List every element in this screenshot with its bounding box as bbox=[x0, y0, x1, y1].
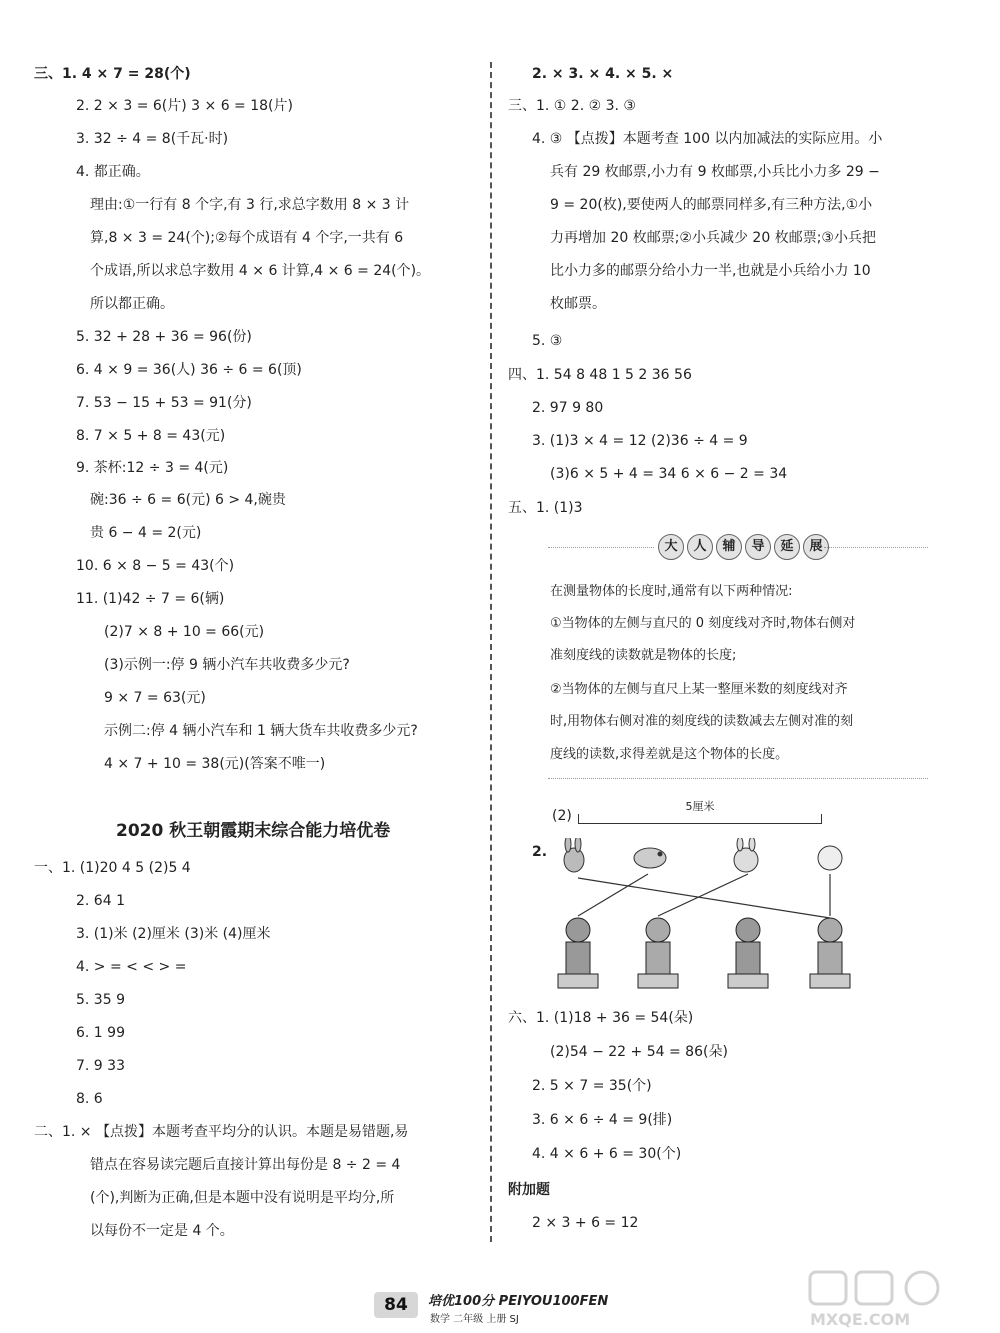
tip-line: 准刻度线的读数就是物体的长度; bbox=[550, 648, 737, 663]
book-info: 数学 二年级 上册 SJ bbox=[430, 1314, 519, 1325]
bar-tick bbox=[821, 814, 822, 824]
watermark-text: MXQE.COM bbox=[810, 1310, 911, 1329]
answer-line: 2. 2 × 3 = 6(片) 3 × 6 = 18(片) bbox=[76, 98, 293, 114]
answer-line: (2)7 × 8 + 10 = 66(元) bbox=[104, 624, 265, 640]
tip-line: ①当物体的左侧与直尺的 0 刻度线对齐时,物体右侧对 bbox=[550, 616, 856, 631]
answer-line: 枚邮票。 bbox=[550, 296, 606, 312]
tip-line: 在测量物体的长度时,通常有以下两种情况: bbox=[550, 584, 793, 599]
answer-line: 3. (1)3 × 4 = 12 (2)36 ÷ 4 = 9 bbox=[532, 433, 748, 449]
column-divider bbox=[490, 62, 492, 1242]
answer-line: 9 = 20(枚),要使两人的邮票同样多,有三种方法,①小 bbox=[550, 197, 873, 213]
banner-char: 延 bbox=[774, 534, 800, 560]
answer-line: 2. 97 9 80 bbox=[532, 400, 604, 416]
section-rule bbox=[548, 778, 928, 779]
answer-line: 2. bbox=[532, 844, 548, 860]
balloon-icon bbox=[818, 846, 842, 870]
answer-line: 碗:36 ÷ 6 = 6(元) 6 > 4,碗贵 bbox=[90, 492, 286, 508]
answer-line: 错点在容易读完题后直接计算出每份是 8 ÷ 2 = 4 bbox=[90, 1157, 401, 1173]
bar-line bbox=[578, 823, 822, 824]
watermark bbox=[800, 1268, 980, 1328]
answer-line: 3. 32 ÷ 4 = 8(千瓦·时) bbox=[76, 131, 229, 147]
banner-char: 大 bbox=[658, 534, 684, 560]
answer-line: 理由:①一行有 8 个字,有 3 行,求总字数用 8 × 3 计 bbox=[90, 197, 410, 213]
answer-line: 9. 茶杯:12 ÷ 3 = 4(元) bbox=[76, 460, 229, 476]
answer-line: 五、1. (1)3 bbox=[508, 500, 583, 516]
answer-line: 2. 64 1 bbox=[76, 893, 125, 909]
answer-line: 所以都正确。 bbox=[90, 296, 174, 312]
answer-line: 示例二:停 4 辆小汽车和 1 辆大货车共收费多少元? bbox=[104, 723, 418, 739]
answer-line: 7. 9 33 bbox=[76, 1058, 125, 1074]
answer-line: 个成语,所以求总字数用 4 × 6 计算,4 × 6 = 24(个)。 bbox=[90, 263, 431, 279]
brand-name: 培优100分 PEIYOU100FEN bbox=[428, 1294, 609, 1309]
banner-char: 辅 bbox=[716, 534, 742, 560]
answer-line: 5. 35 9 bbox=[76, 992, 125, 1008]
bunny-face-icon bbox=[734, 838, 758, 872]
answer-line: 10. 6 × 8 − 5 = 43(个) bbox=[76, 558, 235, 574]
answer-line: 2. × 3. × 4. × 5. × bbox=[532, 66, 674, 82]
answer-line: 算,8 × 3 = 24(个);②每个成语有 4 个字,一共有 6 bbox=[90, 230, 404, 246]
bar-tick bbox=[578, 814, 579, 824]
answer-line: 8. 7 × 5 + 8 = 43(元) bbox=[76, 428, 226, 444]
banner-char: 展 bbox=[803, 534, 829, 560]
answer-line: 3. (1)米 (2)厘米 (3)米 (4)厘米 bbox=[76, 926, 271, 942]
bird-icon bbox=[634, 848, 666, 868]
answer-line: 一、1. (1)20 4 5 (2)5 4 bbox=[34, 860, 191, 876]
answer-line: 以每份不一定是 4 个。 bbox=[90, 1223, 234, 1239]
answer-line: 5. 32 + 28 + 36 = 96(份) bbox=[76, 329, 252, 345]
answer-line: 5. ③ bbox=[532, 333, 563, 349]
banner-char: 人 bbox=[687, 534, 713, 560]
matching-figure bbox=[548, 838, 928, 996]
tip-line: 时,用物体右侧对准的刻度线的读数减去左侧对准的刻 bbox=[550, 714, 854, 729]
answer-line: 4. ③ 【点拨】本题考查 100 以内加减法的实际应用。小 bbox=[532, 131, 883, 147]
answer-line: 力再增加 20 枚邮票;②小兵减少 20 枚邮票;③小兵把 bbox=[550, 230, 876, 246]
answer-line: 7. 53 − 15 + 53 = 91(分) bbox=[76, 395, 252, 411]
guide-banner bbox=[658, 534, 829, 560]
watermark-logo-icon bbox=[800, 1268, 960, 1308]
child-figure-icon bbox=[728, 918, 768, 988]
answer-line: (个),判断为正确,但是本题中没有说明是平均分,所 bbox=[90, 1190, 395, 1206]
answer-line: 6. 1 99 bbox=[76, 1025, 125, 1041]
answer-line: 4. > = < < > = bbox=[76, 959, 187, 975]
page-number: 84 bbox=[374, 1292, 418, 1318]
answer-line: 四、1. 54 8 48 1 5 2 36 56 bbox=[508, 367, 692, 383]
answer-line: 11. (1)42 ÷ 7 = 6(辆) bbox=[76, 591, 225, 607]
answer-line: (3)6 × 5 + 4 = 34 6 × 6 − 2 = 34 bbox=[550, 466, 788, 482]
answer-line: 三、1. ① 2. ② 3. ③ bbox=[508, 98, 636, 114]
answer-line: 贵 6 − 4 = 2(元) bbox=[90, 525, 202, 541]
answer-line: 2 × 3 + 6 = 12 bbox=[532, 1215, 639, 1231]
tip-line: ②当物体的左侧与直尺上某一整厘米数的刻度线对齐 bbox=[550, 682, 848, 697]
answer-line: 比小力多的邮票分给小力一半,也就是小兵给小力 10 bbox=[550, 263, 871, 279]
answer-line: 3. 6 × 6 ÷ 4 = 9(排) bbox=[532, 1112, 673, 1128]
banner-char: 导 bbox=[745, 534, 771, 560]
answer-line: 二、1. × 【点拨】本题考查平均分的认识。本题是易错题,易 bbox=[34, 1124, 409, 1140]
child-figure-icon bbox=[638, 918, 678, 988]
answer-line: (3)示例一:停 9 辆小汽车共收费多少元? bbox=[104, 657, 350, 673]
matching-lines bbox=[578, 874, 830, 918]
answer-line: 4 × 7 + 10 = 38(元)(答案不唯一) bbox=[104, 756, 326, 772]
section-heading: 附加题 bbox=[508, 1182, 550, 1198]
answer-line: 2. 5 × 7 = 35(个) bbox=[532, 1078, 652, 1094]
answer-line: 三、1. 4 × 7 = 28(个) bbox=[34, 66, 191, 82]
tip-line: 度线的读数,求得差就是这个物体的长度。 bbox=[550, 747, 789, 762]
child-figure-icon bbox=[558, 918, 598, 988]
answer-line: 6. 4 × 9 = 36(人) 36 ÷ 6 = 6(顶) bbox=[76, 362, 302, 378]
rabbit-icon bbox=[564, 838, 584, 872]
answer-line: 4. 都正确。 bbox=[76, 164, 150, 180]
answer-line: 兵有 29 枚邮票,小力有 9 枚邮票,小兵比小力多 29 − bbox=[550, 164, 880, 180]
exam-title: 2020 秋王朝霞期末综合能力培优卷 bbox=[116, 821, 391, 841]
answer-line: 六、1. (1)18 + 36 = 54(朵) bbox=[508, 1010, 694, 1026]
answer-line: (2)54 − 22 + 54 = 86(朵) bbox=[550, 1044, 728, 1060]
answer-line: 9 × 7 = 63(元) bbox=[104, 690, 206, 706]
banner-rule bbox=[824, 547, 928, 548]
banner-rule bbox=[548, 547, 654, 548]
answer-line: 8. 6 bbox=[76, 1091, 103, 1107]
length-bar bbox=[578, 800, 822, 824]
child-figure-icon bbox=[810, 918, 850, 988]
answer-line: 4. 4 × 6 + 6 = 30(个) bbox=[532, 1146, 682, 1162]
bar-label: 5厘米 bbox=[685, 800, 715, 813]
answer-line: (2) bbox=[552, 808, 572, 824]
